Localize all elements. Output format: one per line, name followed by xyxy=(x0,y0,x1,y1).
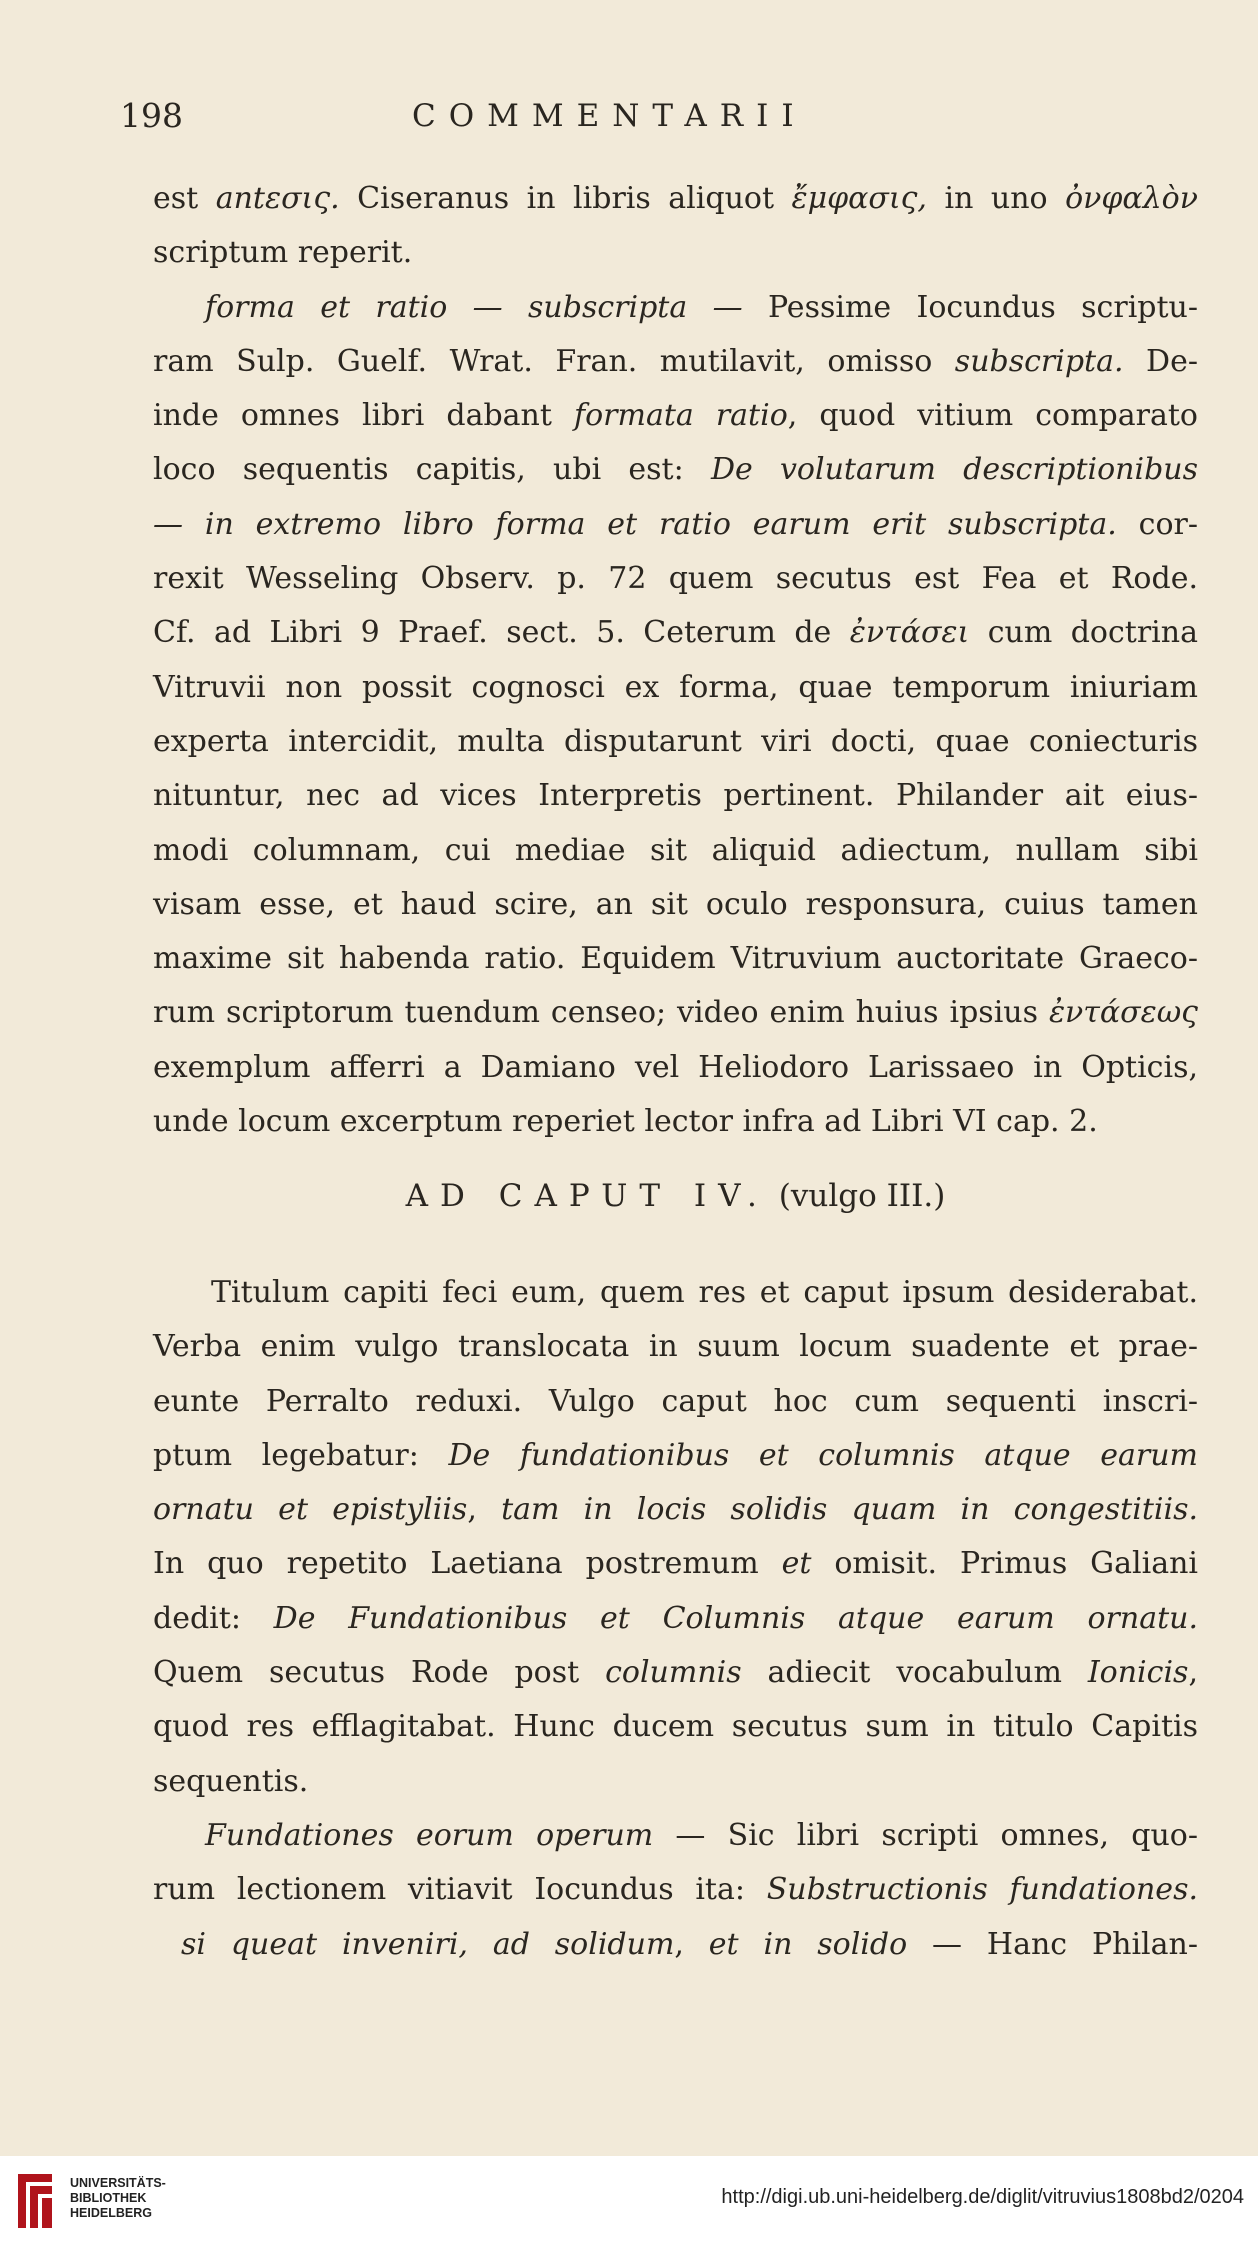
text-run: rum scriptorum tuendum censeo; video enim huius ipsius xyxy=(153,995,1049,1031)
text-run: loco sequentis capitis, ubi est: xyxy=(153,452,711,488)
text-line xyxy=(153,1592,1198,1646)
italic-text: ornatu et epistyliis xyxy=(153,1492,468,1528)
text-line xyxy=(153,498,1198,552)
italic-text: Substructionis fundationes. xyxy=(766,1872,1198,1908)
text-line xyxy=(153,1266,1198,1320)
text-run: eunte Perralto reduxi. Vulgo caput hoc cum sequenti inscri- xyxy=(153,1383,1198,1419)
italic-text: forma et ratio — subscripta — xyxy=(205,289,743,325)
italic-text: et xyxy=(781,1546,812,1582)
text-run: — Sic libri scripti omnes, quo- xyxy=(653,1817,1198,1853)
text-line xyxy=(153,1375,1198,1429)
text-run: cor- xyxy=(1116,506,1198,542)
text-run: scriptum reperit. xyxy=(153,235,413,271)
text-run: Quem secutus Rode post xyxy=(153,1655,606,1691)
italic-text: Ionicis xyxy=(1087,1655,1189,1691)
text-run: cum doctrina xyxy=(969,615,1198,651)
text-line xyxy=(153,1809,1198,1863)
text-run: rexit Wesseling Observ. p. 72 quem secutus est Fea et Rode. xyxy=(153,561,1198,597)
text-line xyxy=(153,1863,1198,1917)
section-heading-sub: (vulgo III.) xyxy=(778,1178,946,1214)
text-line xyxy=(153,172,1198,226)
text-line xyxy=(153,335,1198,389)
commentary-text-block-2 xyxy=(153,1266,1198,1972)
text-line xyxy=(153,1537,1198,1591)
running-head: COMMENTARII xyxy=(412,98,807,134)
greek-text: ὀνφαλὸν xyxy=(1065,181,1198,216)
text-run: quod res efflagitabat. Hunc ducem secutus sum in titulo Capitis xyxy=(153,1709,1198,1745)
footer-bar xyxy=(0,2156,1258,2248)
italic-text: antεσις. xyxy=(215,181,340,216)
text-line xyxy=(153,986,1198,1040)
text-run: modi columnam, cui mediae sit aliquid adiectum, nullam sibi xyxy=(153,832,1198,868)
text-run: — Hanc Philan- xyxy=(907,1926,1198,1962)
text-run: dedit: xyxy=(153,1600,274,1636)
permalink-url[interactable]: http://digi.ub.uni-heidelberg.de/diglit/vitruvius1808bd2/0204 xyxy=(721,2186,1244,2208)
text-run: Cf. ad Libri 9 Praef. sect. 5. Ceterum de xyxy=(153,615,850,651)
library-logo-text xyxy=(70,2176,166,2221)
text-line xyxy=(153,281,1198,335)
text-run: , xyxy=(467,1492,502,1528)
text-run: visam esse, et haud scire, an sit oculo responsura, cuius tamen xyxy=(153,886,1198,922)
text-run: Titulum capiti feci eum, quem res et caput ipsum desiderabat. xyxy=(211,1275,1198,1310)
text-line xyxy=(153,552,1198,606)
text-run: adiecit vocabulum xyxy=(741,1655,1088,1691)
text-run: In quo repetito Laetiana postremum xyxy=(153,1546,782,1582)
italic-text: formata ratio xyxy=(573,398,788,434)
text-run: De- xyxy=(1123,343,1198,379)
page-number: 198 xyxy=(120,96,183,135)
text-run: , xyxy=(1188,1655,1198,1691)
italic-text: De Fundationibus et Columnis atque earum ornatu. xyxy=(273,1600,1198,1636)
text-run: unde locum excerptum reperiet lector infra ad Libri VI cap. 2. xyxy=(153,1104,1098,1140)
italic-text: subscripta. xyxy=(954,343,1124,379)
italic-text: si queat inveniri, ad solidum xyxy=(181,1926,675,1962)
commentary-text-block-1 xyxy=(153,172,1198,1149)
text-run: omisit. Primus Galiani xyxy=(811,1546,1199,1582)
greek-text: ἐντάσεως xyxy=(1048,995,1198,1031)
italic-text: De fundationibus et columnis atque earum xyxy=(448,1437,1198,1473)
italic-text: De volutarum descriptionibus xyxy=(710,452,1199,488)
text-run: maxime sit habenda ratio. Equidem Vitruvium auctoritate Graeco- xyxy=(153,941,1198,977)
text-run: sequentis. xyxy=(153,1763,309,1799)
logo-line-2: BIBLIOTHEK xyxy=(70,2191,147,2205)
text-run: rum lectionem vitiavit Iocundus ita: xyxy=(153,1872,767,1908)
text-run: , xyxy=(674,1926,709,1962)
text-line xyxy=(153,1429,1198,1483)
greek-text: ἔμφασις, xyxy=(791,181,927,216)
italic-text: et in solido xyxy=(708,1926,908,1962)
section-heading xyxy=(153,1172,1198,1220)
text-line xyxy=(153,878,1198,932)
text-line xyxy=(153,769,1198,823)
italic-text: Fundationes eorum operum xyxy=(205,1817,654,1853)
italic-text: — in extremo libro forma et ratio earum erit subscripta. xyxy=(153,506,1117,542)
text-line xyxy=(153,1320,1198,1374)
text-line xyxy=(153,1483,1198,1537)
text-run: experta intercidit, multa disputarunt viri docti, quae coniecturis xyxy=(153,723,1198,759)
text-line xyxy=(153,606,1198,660)
text-line xyxy=(153,443,1198,497)
text-line xyxy=(153,715,1198,769)
text-line xyxy=(153,389,1198,443)
text-run: inde omnes libri dabant xyxy=(153,398,574,434)
text-line xyxy=(153,1918,1198,1972)
text-run: est xyxy=(153,181,216,216)
text-run: exemplum afferri a Damiano vel Heliodoro Larissaeo in Opticis, xyxy=(153,1049,1198,1085)
text-line xyxy=(153,226,1198,280)
text-line xyxy=(153,661,1198,715)
italic-text: columnis xyxy=(605,1655,742,1691)
text-run: , quod vitium comparato xyxy=(787,398,1198,434)
text-run: ptum legebatur: xyxy=(153,1437,449,1473)
text-line xyxy=(153,1646,1198,1700)
text-line xyxy=(153,1755,1198,1809)
page-header xyxy=(120,92,1120,152)
text-run: Ciseranus in libris aliquot xyxy=(339,181,792,216)
text-run: in uno xyxy=(926,181,1066,216)
text-run: Verba enim vulgo translocata in suum locum suadente et prae- xyxy=(153,1329,1198,1365)
text-line xyxy=(153,1041,1198,1095)
section-heading-main: AD CAPUT IV. xyxy=(405,1178,769,1214)
text-run: Pessime Iocundus scriptu- xyxy=(742,289,1199,325)
italic-text: tam in locis solidis quam in congestitiis. xyxy=(501,1492,1199,1528)
text-line xyxy=(153,932,1198,986)
greek-text: ἐντάσει xyxy=(849,615,970,651)
text-line xyxy=(153,1095,1198,1149)
text-run: Vitruvii non possit cognosci ex forma, quae temporum iniuriam xyxy=(153,669,1198,705)
text-line xyxy=(153,824,1198,878)
text-run: nituntur, nec ad vices Interpretis pertinent. Philander ait eius- xyxy=(153,778,1198,814)
logo-line-1: UNIVERSITÄTS- xyxy=(70,2176,166,2190)
text-line xyxy=(153,1700,1198,1754)
library-logo-icon xyxy=(12,2170,58,2232)
text-run: ram Sulp. Guelf. Wrat. Fran. mutilavit, omisso xyxy=(153,343,955,379)
logo-line-3: HEIDELBERG xyxy=(70,2206,152,2220)
